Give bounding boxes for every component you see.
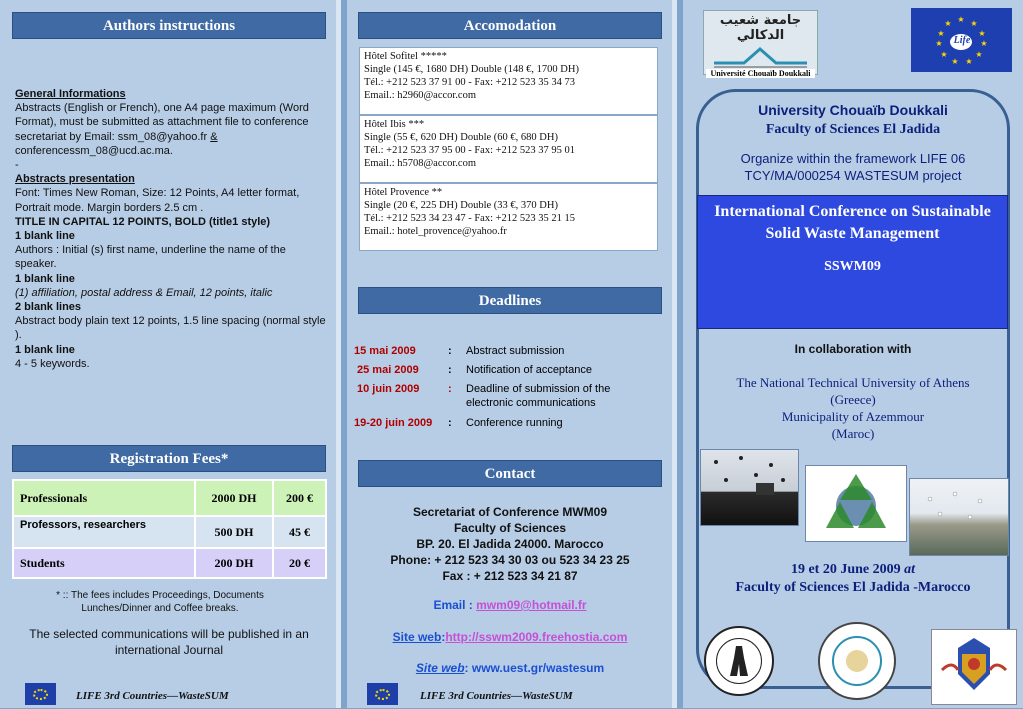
- landfill-birds-photo: [700, 449, 799, 526]
- deadline-date: 25 mai 2009: [357, 364, 419, 376]
- logo-latin: Université Chouaïb Doukkali: [706, 69, 815, 78]
- svg-text:★: ★: [935, 39, 943, 48]
- font-rule: Font: Times New Roman, Size: 12 Points, A4 letter format, Portrait mode. Margin borders 2.5 cm .: [15, 187, 300, 214]
- hotel-rates: Single (55 €, 620 DH) Double (60 €, 680 DH): [364, 132, 558, 143]
- framework-text: Organize within the framework LIFE 06 TCY/MA/000254 WASTESUM project: [740, 151, 966, 183]
- event-venue: Faculty of Sciences El Jadida -Marocco: [735, 580, 971, 595]
- blank-line-rule: 1 blank line: [15, 343, 75, 356]
- accommodation-header: Accomodation: [358, 12, 662, 39]
- hotel-rates: Single (20 €, 225 DH) Double (33 €, 370 DH): [364, 200, 558, 211]
- deadlines-header: Deadlines: [358, 287, 662, 314]
- svg-text:★: ★: [940, 50, 948, 59]
- svg-text:★: ★: [970, 19, 978, 28]
- gulls-icon: [910, 479, 1008, 555]
- deadline-text: Notification of acceptance: [466, 364, 592, 376]
- hotel-email: Email.: hotel_provence@yahoo.fr: [364, 226, 507, 237]
- authors-header: Authors instructions: [12, 12, 326, 39]
- blank-line-rule: 2 blank lines: [15, 301, 82, 314]
- fees-eur: 45 €: [273, 516, 326, 548]
- site-label: Site web: [392, 630, 442, 644]
- fees-header: Registration Fees*: [12, 445, 326, 472]
- contact-block: [358, 504, 662, 584]
- hotel-card: [359, 183, 658, 251]
- contact-line: Phone: + 212 523 34 30 03 ou 523 34 23 25: [390, 553, 630, 567]
- deadline-date: 10 juin 2009: [357, 383, 420, 395]
- contact-line: Faculty of Sciences: [453, 521, 567, 535]
- partner-country: (Maroc): [831, 426, 875, 441]
- site-label: Site web: [415, 661, 465, 675]
- body-rule: Abstract body plain text 12 points, 1.5 line spacing (normal style ).: [15, 315, 326, 342]
- eu-life-text: Life: [953, 35, 971, 46]
- hotel-card: [359, 115, 658, 183]
- panel-separator: [672, 0, 677, 708]
- svg-text:★: ★: [951, 57, 959, 66]
- collaboration-label: In collaboration with: [794, 342, 912, 356]
- logo-mark-icon: [704, 43, 817, 69]
- hotel-name: Hôtel Provence **: [364, 187, 443, 198]
- footer-text: LIFE 3rd Countries—WasteSUM: [76, 690, 229, 702]
- recycling-globe-photo: [805, 465, 907, 542]
- dash: -: [15, 159, 19, 172]
- email-label: Email :: [433, 598, 477, 612]
- faculty-name: Faculty of Sciences El Jadida: [765, 122, 941, 137]
- general-text: Abstracts (English or French), one A4 page maximum (Word Format), must be submitted as attachment file to conference secretariat by Email: ssm_08@yahoo.fr & conferencessm_08@ucd.ac.ma.: [15, 102, 309, 157]
- fees-row: [13, 480, 326, 516]
- ucd-seal-logo: [818, 622, 896, 700]
- date-at: at: [904, 562, 916, 577]
- statue-icon: [706, 628, 772, 694]
- university-name: University Chouaïb Doukkali: [758, 102, 948, 118]
- deadline-text: Conference running: [466, 417, 563, 429]
- footer-text: LIFE 3rd Countries—WasteSUM: [420, 690, 573, 702]
- recycle-icon: [806, 466, 906, 541]
- svg-text:★: ★: [978, 29, 986, 38]
- hotel-email: Email.: h2960@accor.com: [364, 90, 477, 101]
- contact-line: Fax : + 212 523 34 21 87: [442, 569, 578, 583]
- contact-header: Contact: [358, 460, 662, 487]
- site-link[interactable]: : www.uest.gr/wastesum: [464, 661, 605, 675]
- conference-title-box: [697, 195, 1008, 329]
- fees-dh: 500 DH: [195, 516, 273, 548]
- abstracts-title: Abstracts presentation: [15, 173, 135, 186]
- logo-arabic: جامعة شعيب الدكالي: [719, 13, 802, 43]
- university-logo: [703, 10, 818, 78]
- general-title: General Informations: [15, 88, 126, 100]
- partner-name: Municipality of Azemmour: [781, 409, 925, 424]
- svg-text:★: ★: [957, 15, 965, 24]
- panel-separator: [336, 0, 341, 708]
- svg-text:★: ★: [975, 50, 983, 59]
- contact-site: [358, 661, 662, 675]
- date-text: 19 et 20 June 2009: [790, 562, 901, 577]
- hotel-name: Hôtel Sofitel *****: [364, 51, 447, 62]
- hotel-name: Hôtel Ibis ***: [364, 119, 425, 130]
- hotel-phone: Tél.: +212 523 37 91 00 - Fax: +212 523 35 34 73: [364, 77, 576, 88]
- deadline-colon: :: [448, 383, 452, 395]
- fees-dh: 2000 DH: [195, 480, 273, 516]
- deadline-text: Deadline of submission of the electronic communications: [466, 383, 611, 409]
- fees-eur: 200 €: [273, 480, 326, 516]
- fees-note: * :: The fees includes Proceedings, Documents Lunches/Dinner and Coffee breaks.: [56, 590, 264, 614]
- partner-country: (Greece): [830, 392, 876, 407]
- fees-eur: 20 €: [273, 548, 326, 578]
- fees-category: Professors, researchers: [13, 516, 195, 548]
- ntua-seal-logo: [704, 626, 774, 696]
- blank-line-rule: 1 blank line: [15, 230, 75, 243]
- hotel-rates: Single (145 €, 1680 DH) Double (148 €, 1700 DH): [364, 64, 579, 75]
- authors-rule: Authors : Initial (s) first name, underline the name of the speaker.: [15, 244, 286, 271]
- hotel-phone: Tél.: +212 523 34 23 47 - Fax: +212 523 35 21 15: [364, 213, 576, 224]
- contact-email: [358, 598, 662, 612]
- azemmour-emblem-logo: [931, 629, 1017, 705]
- fees-category: Students: [13, 548, 195, 578]
- eu-flag-icon: [367, 683, 398, 705]
- contact-site: Site web:http://sswm2009.freehostia.com: [392, 630, 628, 644]
- blank-line-rule: 1 blank line: [15, 272, 75, 285]
- birds-icon: [701, 450, 798, 525]
- svg-text:★: ★: [937, 29, 945, 38]
- email-link[interactable]: mwm09@hotmail.fr: [476, 598, 587, 612]
- fees-row: [13, 516, 326, 548]
- contact-line: BP. 20. El Jadida 24000. Marocco: [416, 537, 604, 551]
- affiliation-rule: (1) affiliation, postal address & Email, 12 points, italic: [15, 286, 273, 299]
- conference-acronym: SSWM09: [824, 259, 881, 274]
- title-rule: TITLE IN CAPITAL 12 POINTS, BOLD (title1 style): [15, 215, 271, 228]
- deadline-text: Abstract submission: [466, 345, 565, 357]
- svg-text:★: ★: [965, 57, 973, 66]
- deadline-date: 19-20 juin 2009: [354, 417, 433, 429]
- fees-table: [12, 479, 327, 579]
- deadline-colon: :: [448, 417, 452, 429]
- svg-text:★: ★: [944, 19, 952, 28]
- hotel-phone: Tél.: +212 523 37 95 00 - Fax: +212 523 37 95 01: [364, 145, 576, 156]
- deadline-date: 15 mai 2009: [354, 345, 416, 357]
- hotel-card: [359, 47, 658, 115]
- partner-name: The National Technical University of Athens: [736, 375, 970, 390]
- fees-dh: 200 DH: [195, 548, 273, 578]
- hotel-email: Email.: h5708@accor.com: [364, 158, 477, 169]
- authors-instructions: [15, 87, 327, 371]
- deadline-colon: :: [448, 364, 452, 376]
- emblem-icon: [932, 630, 1016, 704]
- landfill-gulls-photo: [909, 478, 1009, 556]
- fees-category: Professionals: [13, 480, 195, 516]
- eu-flag-icon: [25, 683, 56, 705]
- fees-row: [13, 548, 326, 578]
- publish-note: The selected communications will be published in an international Journal: [29, 627, 309, 657]
- eu-life-logo: [911, 8, 1012, 72]
- deadline-colon: :: [448, 345, 452, 357]
- site-link[interactable]: http://sswm2009.freehostia.com: [445, 630, 628, 644]
- conference-title: International Conference on Sustainable Solid Waste Management: [714, 203, 991, 242]
- event-date: [696, 561, 1010, 578]
- keywords-rule: 4 - 5 keywords.: [15, 357, 90, 370]
- svg-text:★: ★: [980, 39, 988, 48]
- contact-line: Secretariat of Conference MWM09: [412, 505, 608, 519]
